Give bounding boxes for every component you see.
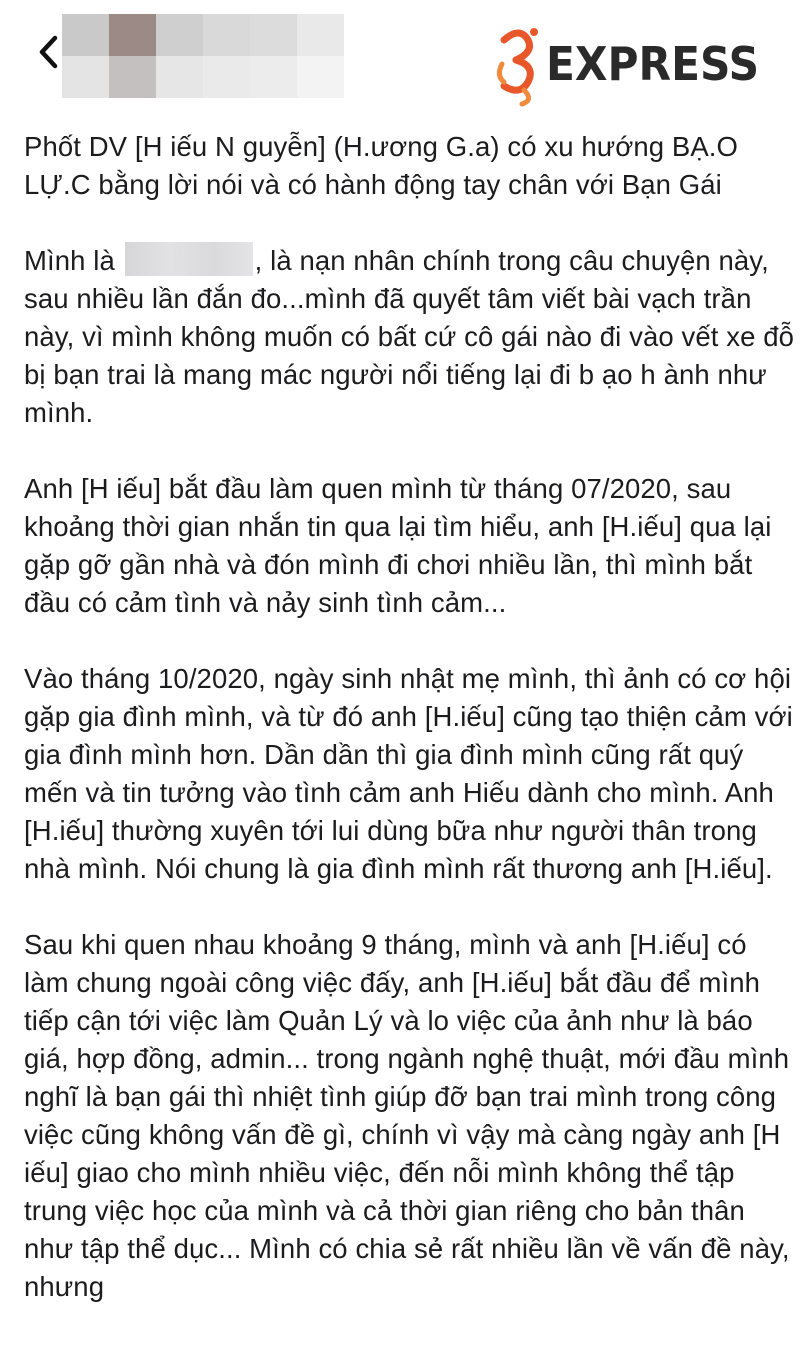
pixelated-profile-name: [62, 14, 344, 98]
post-paragraph-1: [24, 242, 794, 432]
post-body: [24, 128, 794, 1344]
express-logo: [494, 20, 784, 108]
redacted-name: [125, 242, 253, 276]
post-paragraph-2: Anh [H iếu] bắt đầu làm quen mình từ tháng 07/2020, sau khoảng thời gian nhắn tin qua lại tìm hiểu, anh [H.iếu] qua lại gặp gỡ gần nhà và đón mình đi chơi nhiều lần, thì mình bắt đầu có cảm tình và nảy sinh tình cảm...: [24, 473, 772, 618]
chevron-left-icon: [36, 34, 60, 70]
post-paragraph-3: Vào tháng 10/2020, ngày sinh nhật mẹ mình, thì ảnh có cơ hội gặp gia đình mình, và từ đó anh [H.iếu] cũng tạo thiện cảm với gia đình mình hơn. Dần dần thì gia đình mình cũng rất quý mến và tin tưởng vào tình cảm anh Hiếu dành cho mình. Anh [H.iếu] thường xuyên tới lui dùng bữa như người thân trong nhà mình. Nói chung là gia đình mình rất thương anh [H.iếu].: [24, 663, 793, 884]
logo-mark-icon: [494, 20, 544, 108]
post-title: Phốt DV [H iếu N guyễn] (H.ương G.a) có xu hướng BẠ.O LỰ.C bằng lời nói và có hành động tay chân với Bạn Gái: [24, 131, 739, 200]
post-paragraph-4: Sau khi quen nhau khoảng 9 tháng, mình và anh [H.iếu] có làm chung ngoài công việc đấy, anh [H.iếu] bắt đầu để mình tiếp cận tới việc làm Quản Lý và lo việc của ảnh như là báo giá, hợp đồng, admin... trong ngành nghệ thuật, mới đầu mình nghĩ là bạn gái thì nhiệt tình giúp đỡ bạn trai mình trong công việc cũng không vấn đề gì, chính vì vậy mà càng ngày anh [H iếu] giao cho mình nhiều việc, đến nỗi mình không thể tập trung việc học của mình và cả thời gian riêng cho bản thân như tập thể dục... Mình có chia sẻ rất nhiều lần về vấn đề này, nhưng: [24, 929, 790, 1302]
top-bar: [0, 0, 800, 112]
paragraph-1-end: , là nạn nhân chính trong câu chuyện này, sau nhiều lần đắn đo...mình đã quyết tâm viết bài vạch trần này, vì mình không muốn có bất cứ cô gái nào đi vào vết xe đỗ bị bạn trai là mang mác người nổi tiếng lại đi b ạo h ành như mình.: [24, 245, 795, 428]
logo-text: EXPRESS: [546, 37, 760, 91]
paragraph-1-start: Mình là: [24, 245, 123, 276]
back-button[interactable]: [32, 30, 64, 74]
